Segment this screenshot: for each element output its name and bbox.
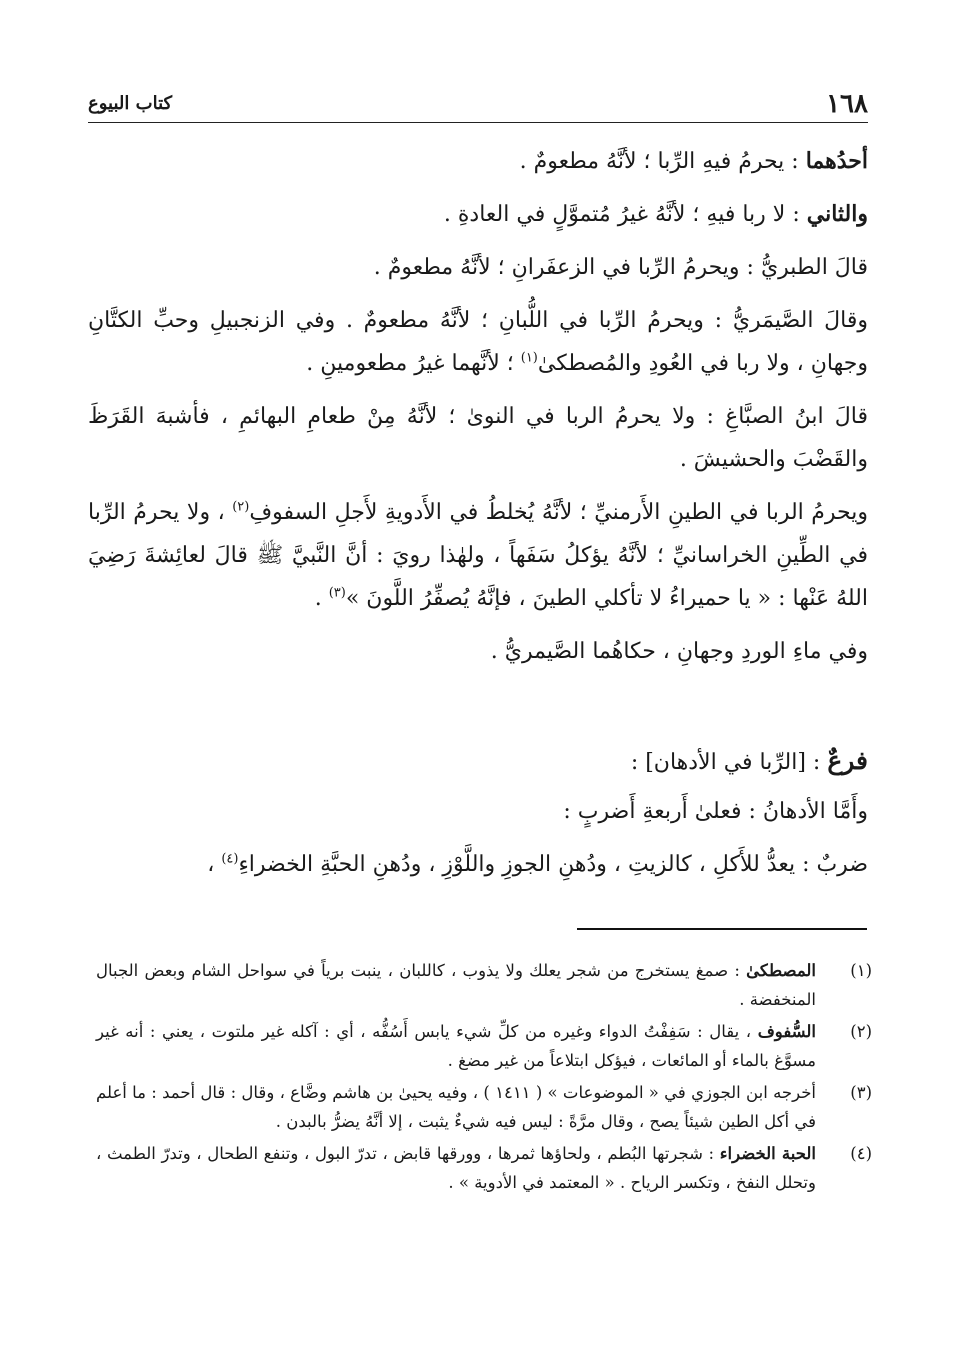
footnote-number: (١): [850, 961, 872, 980]
p9-text-a: ضربٌ : يعدُّ للأَكلِ ، كالزيتِ ، ودُهنِ الجوزِ واللَّوْزِ ، ودُهنِ الحبَّةِ الخضراءِ: [238, 852, 868, 877]
footnote-1: [96, 956, 872, 1014]
footnote-text: [96, 1078, 816, 1136]
footnote-number: (٣): [850, 1083, 872, 1102]
paragraph-6: [88, 491, 868, 620]
p4-text-b: ؛ لأنَّهما غيرُ مطعومينِ .: [306, 351, 521, 376]
footnote-text: [96, 956, 816, 1014]
section-gap: [88, 683, 868, 739]
footnote-body: أخرجه ابن الجوزي في « الموضوعات » ( ١٤١١ ) ، وفيه يحيىٰ بن هاشم وضَّاع ، وقال : قال أحمد : ما أعلم في أكل الطين شيئاً يصح ، وقال مرَّةً : ليس فيه شيءٌ يثبت ، إلا أنَّهُ يضرُّ بالبدن .: [96, 1083, 816, 1131]
footnote-body: : شجرتها البُطم ، ولحاؤها ثمرها ، وورقها قابض ، تدرّ البول ، وتنفع الطحال ، وتدرّ الطمث ، وتحلل النفخ ، وتكسر الرياح . « المعتمد في الأدوية » .: [96, 1144, 816, 1192]
footnote-divider: [577, 928, 867, 930]
footnote-term: الحبة الخضراء: [719, 1144, 816, 1163]
page-number: ١٦٨: [826, 89, 868, 119]
footnote-number: (٤): [850, 1144, 872, 1163]
footnote-body: : صمغ يستخرج من شجر يعلك ولا يذوب ، كاللبان ، ينبت برياً في سواحل الشام وبعض الجبال المنخفضة .: [96, 961, 816, 1009]
section-heading: [88, 739, 868, 784]
p2-label: والثاني: [806, 201, 868, 227]
section-heading-title: : [الرِّبا في الأدهان] :: [630, 750, 828, 775]
footnote-body: ، يقال : سَفِفْتُ الدواء وغيره من كلِّ شيء يابس أَسُفُّه ، أي : آكله غير ملتوت ، يعني : أنه غير مسوَّغ بالماء أو المائعات ، فيؤكل ابتلاعاً من غير مضغ .: [96, 1022, 816, 1070]
footnote-term: المصطكىٰ: [746, 961, 816, 980]
footnote-3: [96, 1078, 872, 1136]
p4-text-a: وقالَ الصَّيمَريُّ : ويحرمُ الرِّبا في اللُّبانِ ؛ لأنَّهُ مطعومٌ . وفي الزنجبيلِ وحبِّ الكتَّانِ وجهانِ ، ولا ربا في العُودِ والمُصطكىٰ: [88, 308, 868, 376]
p6-text-b: ، ولا يحرمُ الرِّبا في الطِّينِ الخراسانيِّ ؛ لأنَّهُ يؤكلُ سَفَهاً ، ولهٰذا رويَ : أنَّ النَّبيَّ ﷺ قالَ لعائِشةَ رَضِيَ اللهُ عَنْها : « يا حميراءُ لا تأكلي الطينَ ، فإنَّهُ يُصفِّرُ اللَّونَ »: [88, 500, 868, 611]
footnote-ref-2[interactable]: (٢): [232, 499, 250, 515]
footnote-ref-1[interactable]: (١): [520, 350, 538, 366]
paragraph-8: وأَمَّا الأدهانُ : فعلىٰ أَربعةِ أَضربٍ :: [563, 799, 868, 824]
footnote-ref-3[interactable]: (٣): [328, 585, 346, 601]
p1-label: أحدُهما: [805, 148, 868, 174]
footnote-text: [96, 1017, 816, 1075]
footnote-number: (٢): [850, 1022, 872, 1041]
footnote-ref-4[interactable]: (٤): [221, 851, 239, 867]
p6-text-a: ويحرمُ الربا في الطينِ الأَرمنيِّ ؛ لأنَّهُ يُخلطُ في الأَدويةِ لأَجلِ السفوفِ: [249, 500, 869, 525]
section-heading-label: فرعٌ: [827, 746, 868, 775]
footnotes: [96, 956, 872, 1200]
footnote-4: [96, 1139, 872, 1197]
p2-text: : لا ربا فيهِ ؛ لأنَّهُ غيرُ مُتموَّلٍ في العادةِ .: [443, 202, 807, 227]
paragraph-7: وفي ماءِ الوردِ وجهانِ ، حكاهُما الصَّيمريُّ .: [490, 639, 868, 664]
p1-text: : يحرمُ فيهِ الرِّبا ؛ لأنَّهُ مطعومٌ .: [519, 149, 806, 174]
paragraph-5: قالَ ابنُ الصبَّاغِ : ولا يحرمُ الربا في النوىٰ ؛ لأنَّهُ مِنْ طعامِ البهائمِ ، فأشبهَ القَرَظَ والقَضْبَ والحشيشَ .: [88, 404, 868, 472]
paragraph-1: [88, 140, 868, 183]
p9-text-b: ،: [207, 852, 222, 877]
running-title: كتاب البيوع: [88, 93, 173, 114]
page-header: [88, 86, 868, 123]
p6-text-c: .: [314, 586, 329, 611]
paragraph-3: قالَ الطبريُّ : ويحرمُ الرِّبا في الزعفَرانِ ؛ لأنَّهُ مطعومٌ .: [373, 255, 868, 280]
paragraph-4: [88, 299, 868, 385]
footnote-2: [96, 1017, 872, 1075]
paragraph-2: [88, 193, 868, 236]
paragraph-9: [88, 843, 868, 886]
footnote-text: [96, 1139, 816, 1197]
footnote-term: السُّفوف: [757, 1022, 816, 1041]
main-text: [88, 140, 868, 896]
